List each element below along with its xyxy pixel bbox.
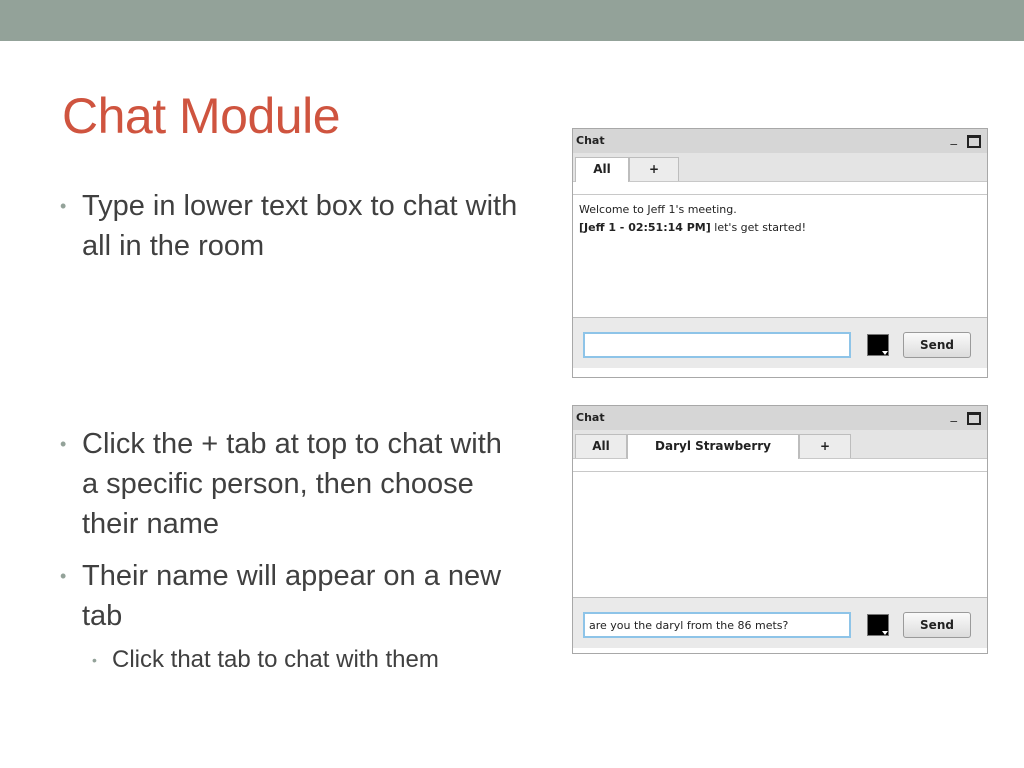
chat-input[interactable] xyxy=(583,612,851,638)
sub-bullet-text: Click that tab to chat with them xyxy=(112,646,439,673)
bullet-dot-icon: • xyxy=(92,652,97,668)
chat-title: Chat xyxy=(576,134,605,147)
message-area[interactable] xyxy=(573,472,987,598)
minimize-icon[interactable]: _ xyxy=(950,131,957,146)
bullet-dot-icon: • xyxy=(60,566,67,586)
chat-header xyxy=(573,406,987,430)
bullet-dot-icon: • xyxy=(60,434,67,454)
slide-title: Chat Module xyxy=(62,88,340,144)
chat-message xyxy=(579,219,981,237)
tab-daryl-strawberry[interactable]: Daryl Strawberry xyxy=(627,434,799,459)
tab-all[interactable]: All xyxy=(575,157,629,182)
bullet-2 xyxy=(62,424,522,544)
tab-strip xyxy=(573,459,987,472)
color-picker[interactable] xyxy=(867,334,889,356)
color-picker[interactable] xyxy=(867,614,889,636)
tab-all[interactable]: All xyxy=(575,434,627,458)
send-button[interactable]: Send xyxy=(903,332,971,358)
chevron-down-icon xyxy=(882,631,888,635)
bullet-text: Their name will appear on a new tab xyxy=(82,560,502,632)
minimize-icon[interactable]: _ xyxy=(950,408,957,423)
top-accent-bar xyxy=(0,0,1024,41)
chat-panel-private xyxy=(572,405,988,654)
bullet-dot-icon: • xyxy=(60,196,67,216)
message-area[interactable] xyxy=(573,195,987,318)
sub-bullet-1 xyxy=(92,644,522,676)
tab-bar xyxy=(573,153,987,182)
chat-header xyxy=(573,129,987,153)
bullet-text: Type in lower text box to chat with all in the room xyxy=(82,190,518,262)
input-row xyxy=(573,318,987,368)
chat-input[interactable] xyxy=(583,332,851,358)
maximize-icon[interactable] xyxy=(967,412,981,425)
message-text: let's get started! xyxy=(710,221,807,234)
welcome-message: Welcome to Jeff 1's meeting. xyxy=(579,203,737,216)
bullet-text: Click the + tab at top to chat with a specific person, then choose their name xyxy=(82,428,502,540)
input-row xyxy=(573,598,987,648)
bullet-3 xyxy=(62,556,532,636)
message-sender: [Jeff 1 - 02:51:14 PM] xyxy=(579,221,711,234)
chat-title: Chat xyxy=(576,411,605,424)
tab-strip xyxy=(573,182,987,195)
maximize-icon[interactable] xyxy=(967,135,981,148)
send-button[interactable]: Send xyxy=(903,612,971,638)
tab-add[interactable]: + xyxy=(799,434,851,458)
bullet-1 xyxy=(62,186,532,266)
tab-bar xyxy=(573,430,987,459)
tab-add[interactable]: + xyxy=(629,157,679,181)
chevron-down-icon xyxy=(882,351,888,355)
chat-panel-all xyxy=(572,128,988,378)
